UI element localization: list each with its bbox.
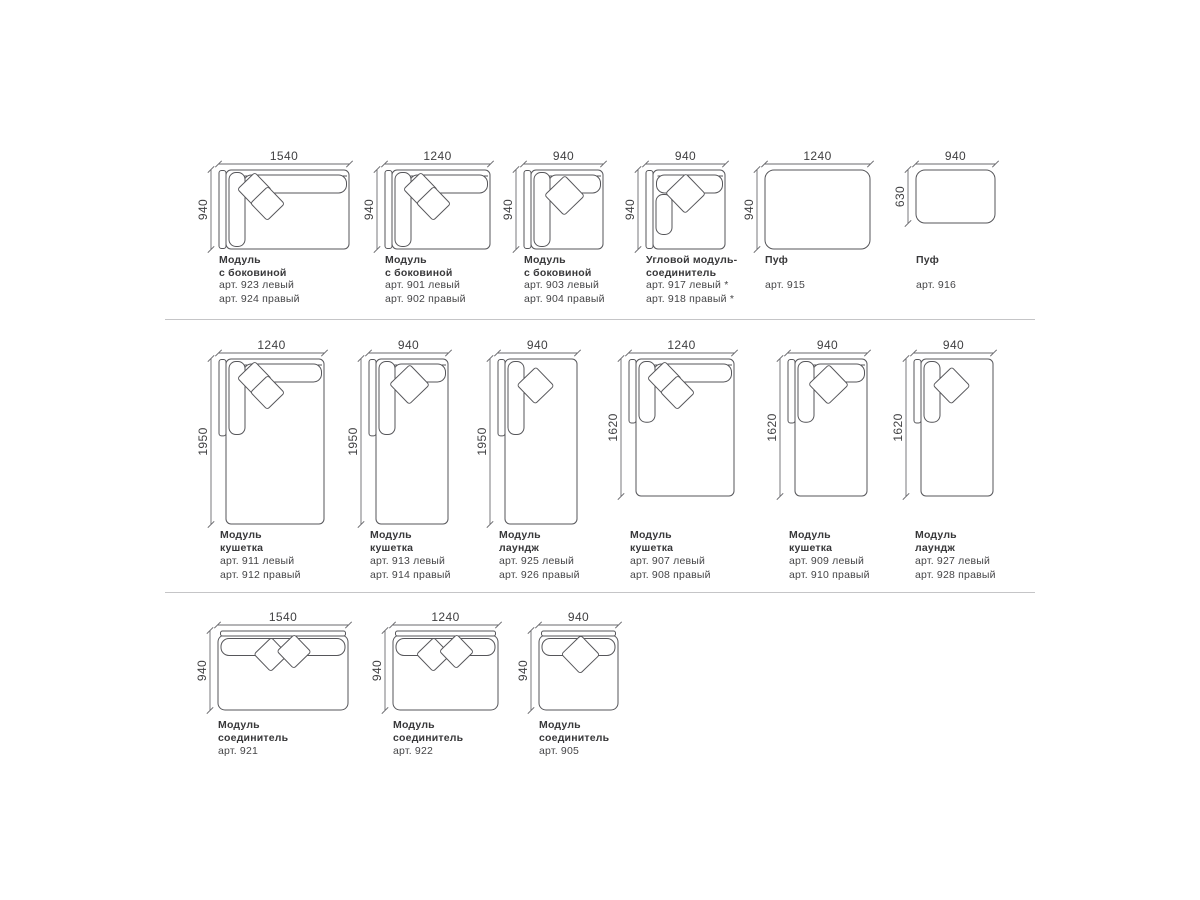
dimension-width-label: 940 bbox=[816, 338, 839, 352]
module-title bbox=[915, 529, 957, 555]
module-article-line: арт. 922 bbox=[393, 745, 434, 757]
module-diagram bbox=[891, 147, 998, 226]
module-title bbox=[789, 529, 832, 555]
dimension-height-label: 630 bbox=[893, 185, 907, 208]
dimension-width-label: 1240 bbox=[803, 149, 832, 163]
module-articles bbox=[765, 279, 805, 293]
module-article-line: арт. 904 правый bbox=[524, 292, 605, 305]
dimension-height-label: 1620 bbox=[765, 413, 779, 442]
dimension-width-label: 940 bbox=[397, 338, 420, 352]
module-title-line: Модуль bbox=[218, 719, 260, 731]
dimension-height-label: 1620 bbox=[606, 413, 620, 442]
module-diagram bbox=[193, 608, 351, 713]
module-title-line: Модуль bbox=[370, 529, 412, 541]
module-article-line: арт. 923 левый bbox=[219, 279, 295, 291]
module-title bbox=[370, 529, 413, 555]
module-diagram bbox=[604, 336, 737, 499]
module-title-line: с боковиной bbox=[219, 267, 287, 279]
module-title-line: Модуль bbox=[499, 529, 541, 541]
module-diagram bbox=[740, 147, 873, 252]
module-title-line: соединитель bbox=[539, 732, 610, 744]
module-article-line: арт. 917 левый * bbox=[646, 279, 729, 291]
module-title bbox=[630, 529, 673, 555]
module-title bbox=[385, 254, 453, 280]
dimension-width-label: 940 bbox=[944, 149, 967, 163]
module-title-line: кушетка bbox=[789, 542, 833, 554]
dimension-width-label: 1240 bbox=[667, 338, 696, 352]
dimension-width-label: 1540 bbox=[269, 149, 299, 163]
dimension-width-label: 940 bbox=[567, 610, 590, 624]
module-article-line: арт. 924 правый bbox=[219, 292, 300, 305]
module-title-line: Угловой модуль- bbox=[646, 254, 738, 266]
module-title-line: лаундж bbox=[915, 542, 956, 554]
dimension-width-label: 940 bbox=[552, 149, 575, 163]
module-article-line: арт. 926 правый bbox=[499, 568, 580, 581]
module-title-line: соединитель bbox=[218, 732, 289, 744]
module-articles bbox=[370, 555, 451, 582]
dimension-width-label: 1240 bbox=[431, 610, 460, 624]
module-article-line: арт. 916 bbox=[916, 279, 957, 291]
module-article-line: арт. 913 левый bbox=[370, 555, 446, 567]
dimension-height-label: 940 bbox=[742, 198, 756, 221]
module-title-line: Пуф bbox=[765, 254, 789, 266]
dimension-height-label: 1620 bbox=[891, 413, 905, 442]
module-articles bbox=[789, 555, 870, 582]
dimension-height-label: 940 bbox=[196, 198, 210, 221]
dimension-height-label: 1950 bbox=[196, 427, 210, 456]
row-divider-2 bbox=[165, 592, 1035, 593]
dimension-height-label: 940 bbox=[516, 659, 530, 682]
module-article-line: арт. 905 bbox=[539, 745, 580, 757]
module-article-line: арт. 914 правый bbox=[370, 568, 451, 581]
module-diagram bbox=[360, 147, 493, 252]
module-diagram bbox=[368, 608, 501, 713]
module-title-line: Модуль bbox=[385, 254, 427, 266]
module-article-line: арт. 907 левый bbox=[630, 555, 706, 567]
module-articles bbox=[539, 745, 579, 759]
module-title-line: кушетка bbox=[630, 542, 674, 554]
module-title-line: с боковиной bbox=[385, 267, 453, 279]
module-article-line: арт. 902 правый bbox=[385, 292, 466, 305]
module-article-line: арт. 912 правый bbox=[220, 568, 301, 581]
module-title-line: Модуль bbox=[539, 719, 581, 731]
dimension-width-label: 1240 bbox=[423, 149, 452, 163]
dimension-height-label: 1950 bbox=[346, 427, 360, 456]
module-title-line: кушетка bbox=[220, 542, 264, 554]
module-articles bbox=[630, 555, 711, 582]
dimension-height-label: 940 bbox=[370, 659, 384, 682]
module-articles bbox=[916, 279, 956, 293]
module-title-line: Модуль bbox=[789, 529, 831, 541]
module-articles bbox=[385, 279, 466, 306]
module-article-line: арт. 911 левый bbox=[220, 555, 295, 567]
module-article-line: арт. 925 левый bbox=[499, 555, 575, 567]
module-article-line: арт. 927 левый bbox=[915, 555, 991, 567]
row-divider-1 bbox=[165, 319, 1035, 320]
module-title-line: Модуль bbox=[630, 529, 672, 541]
module-title-line: Модуль bbox=[915, 529, 957, 541]
module-diagram bbox=[514, 608, 621, 713]
dimension-height-label: 940 bbox=[623, 198, 637, 221]
module-articles bbox=[499, 555, 580, 582]
module-title bbox=[646, 254, 737, 280]
dimension-width-label: 940 bbox=[674, 149, 697, 163]
module-title-line: Модуль bbox=[524, 254, 566, 266]
module-articles bbox=[915, 555, 996, 582]
module-title bbox=[219, 254, 287, 280]
module-title bbox=[218, 719, 288, 745]
module-article-line: арт. 908 правый bbox=[630, 568, 711, 581]
module-title bbox=[539, 719, 609, 745]
module-title-line: с боковиной bbox=[524, 267, 592, 279]
module-articles bbox=[219, 279, 300, 306]
module-title bbox=[916, 254, 939, 267]
dimension-width-label: 940 bbox=[526, 338, 549, 352]
module-articles bbox=[393, 745, 433, 759]
dimension-height-label: 940 bbox=[362, 198, 376, 221]
module-article-line: арт. 928 правый bbox=[915, 568, 996, 581]
dimension-height-label: 940 bbox=[195, 659, 209, 682]
module-title-line: Модуль bbox=[393, 719, 435, 731]
module-diagram bbox=[473, 336, 580, 527]
module-article-line: арт. 903 левый bbox=[524, 279, 600, 291]
module-articles bbox=[524, 279, 605, 306]
module-title bbox=[524, 254, 592, 280]
dimension-height-label: 1950 bbox=[475, 427, 489, 456]
module-article-line: арт. 921 bbox=[218, 745, 259, 757]
module-title-line: Модуль bbox=[220, 529, 262, 541]
module-diagram bbox=[621, 147, 728, 252]
module-diagram bbox=[194, 336, 327, 527]
module-title-line: кушетка bbox=[370, 542, 414, 554]
module-diagram bbox=[344, 336, 451, 527]
module-diagram bbox=[763, 336, 870, 499]
dimension-height-label: 940 bbox=[501, 198, 515, 221]
module-title bbox=[765, 254, 788, 267]
module-title-line: Пуф bbox=[916, 254, 940, 266]
module-title bbox=[220, 529, 263, 555]
module-article-line: арт. 901 левый bbox=[385, 279, 461, 291]
module-title bbox=[499, 529, 541, 555]
module-diagram bbox=[889, 336, 996, 499]
module-articles bbox=[218, 745, 258, 759]
module-article-line: арт. 915 bbox=[765, 279, 806, 291]
module-article-line: арт. 910 правый bbox=[789, 568, 870, 581]
module-diagram bbox=[194, 147, 352, 252]
module-diagram bbox=[499, 147, 606, 252]
module-article-line: арт. 918 правый * bbox=[646, 292, 735, 305]
dimension-width-label: 940 bbox=[942, 338, 965, 352]
module-article-line: арт. 909 левый bbox=[789, 555, 865, 567]
module-title bbox=[393, 719, 463, 745]
module-articles bbox=[220, 555, 301, 582]
module-title-line: Модуль bbox=[219, 254, 261, 266]
module-title-line: соединитель bbox=[646, 267, 717, 279]
module-title-line: соединитель bbox=[393, 732, 464, 744]
dimension-width-label: 1540 bbox=[268, 610, 298, 624]
module-title-line: лаундж bbox=[499, 542, 540, 554]
module-articles bbox=[646, 279, 734, 306]
dimension-width-label: 1240 bbox=[257, 338, 286, 352]
